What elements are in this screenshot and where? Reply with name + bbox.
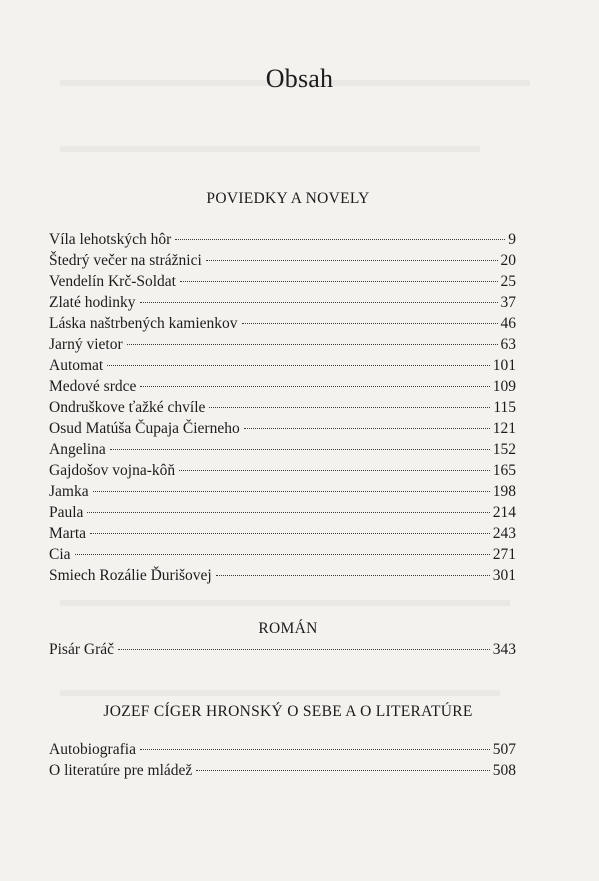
dot-leader	[140, 749, 490, 750]
entry-title: Zlaté hodinky	[49, 294, 136, 311]
entry-title: Osud Matúša Čupaja Čierneho	[49, 420, 240, 437]
entry-title: Cia	[49, 546, 71, 563]
entry-page: 214	[492, 504, 516, 521]
entry-title: Vendelín Krč-Soldat	[49, 273, 176, 290]
dot-leader	[196, 770, 489, 771]
entry-page: 101	[492, 357, 516, 374]
entry-page: 165	[492, 462, 516, 479]
dot-leader	[180, 281, 498, 282]
dot-leader	[75, 554, 490, 555]
entry-page: 115	[493, 399, 516, 416]
toc-entry	[49, 418, 516, 439]
page-title: Obsah	[265, 64, 334, 93]
dot-leader	[140, 302, 498, 303]
entry-page: 121	[492, 420, 516, 437]
entry-page: 243	[492, 525, 516, 542]
entry-title: Paula	[49, 504, 84, 521]
entry-title: Ondruškove ťažké chvíle	[49, 399, 206, 416]
toc-entry	[49, 460, 516, 481]
section-heading-roman: ROMÁN	[258, 620, 318, 637]
entry-page: 198	[492, 483, 516, 500]
entry-page: 37	[500, 294, 516, 311]
dot-leader	[244, 428, 490, 429]
dot-leader	[118, 649, 490, 650]
entry-title: Pisár Gráč	[49, 641, 114, 658]
toc-entry	[49, 355, 516, 376]
toc-entry	[49, 397, 516, 418]
entry-page: 271	[492, 546, 516, 563]
dot-leader	[216, 575, 490, 576]
section-heading-poviedky-a-novely: POVIEDKY A NOVELY	[206, 190, 370, 207]
entry-title: Marta	[49, 525, 87, 542]
toc-entry	[49, 271, 516, 292]
entry-page: 301	[492, 567, 516, 584]
toc-entry	[49, 565, 516, 586]
toc-entry	[49, 544, 516, 565]
entry-title: Jarný vietor	[49, 336, 123, 353]
entry-page: 343	[492, 641, 516, 658]
dot-leader	[127, 344, 498, 345]
entry-title: O literatúre pre mládež	[49, 762, 193, 779]
toc-entry	[49, 739, 516, 760]
entry-title: Automat	[49, 357, 104, 374]
dot-leader	[90, 533, 490, 534]
dot-leader	[179, 470, 490, 471]
dot-leader	[175, 239, 505, 240]
entry-page: 46	[500, 315, 516, 332]
toc-list-poviedky	[49, 229, 516, 586]
entry-page: 63	[500, 336, 516, 353]
entry-title: Gajdošov vojna-kôň	[49, 462, 176, 479]
toc-entry	[49, 229, 516, 250]
toc-entry	[49, 523, 516, 544]
bleed-through	[60, 600, 510, 606]
entry-page: 508	[492, 762, 516, 779]
entry-title: Smiech Rozálie Ďurišovej	[49, 567, 212, 584]
entry-page: 507	[492, 741, 516, 758]
dot-leader	[107, 365, 490, 366]
toc-entry	[49, 760, 516, 781]
entry-page: 152	[492, 441, 516, 458]
entry-title: Medové srdce	[49, 378, 137, 395]
section-heading-hronsky-o-sebe: JOZEF CÍGER HRONSKÝ O SEBE A O LITERATÚRE	[103, 703, 473, 720]
toc-entry	[49, 376, 516, 397]
toc-entry	[49, 250, 516, 271]
entry-page: 9	[508, 231, 516, 248]
entry-page: 20	[500, 252, 516, 269]
toc-entry	[49, 439, 516, 460]
toc-list-hronsky	[49, 739, 516, 781]
dot-leader	[110, 449, 490, 450]
entry-title: Autobiografia	[49, 741, 136, 758]
entry-title: Jamka	[49, 483, 89, 500]
toc-entry	[49, 502, 516, 523]
dot-leader	[242, 323, 498, 324]
dot-leader	[87, 512, 489, 513]
dot-leader	[206, 260, 498, 261]
entry-title: Víla lehotských hôr	[49, 231, 172, 248]
entry-page: 25	[500, 273, 516, 290]
entry-page: 109	[492, 378, 516, 395]
toc-entry	[49, 313, 516, 334]
toc-list-roman	[49, 639, 516, 660]
dot-leader	[140, 386, 489, 387]
bleed-through	[60, 146, 480, 152]
toc-entry	[49, 481, 516, 502]
dot-leader	[209, 407, 490, 408]
entry-title: Láska naštrbených kamienkov	[49, 315, 238, 332]
toc-entry	[49, 334, 516, 355]
dot-leader	[93, 491, 490, 492]
entry-title: Angelina	[49, 441, 106, 458]
bleed-through	[60, 690, 500, 696]
entry-title: Štedrý večer na strážnici	[49, 252, 202, 269]
toc-entry	[49, 639, 516, 660]
toc-entry	[49, 292, 516, 313]
